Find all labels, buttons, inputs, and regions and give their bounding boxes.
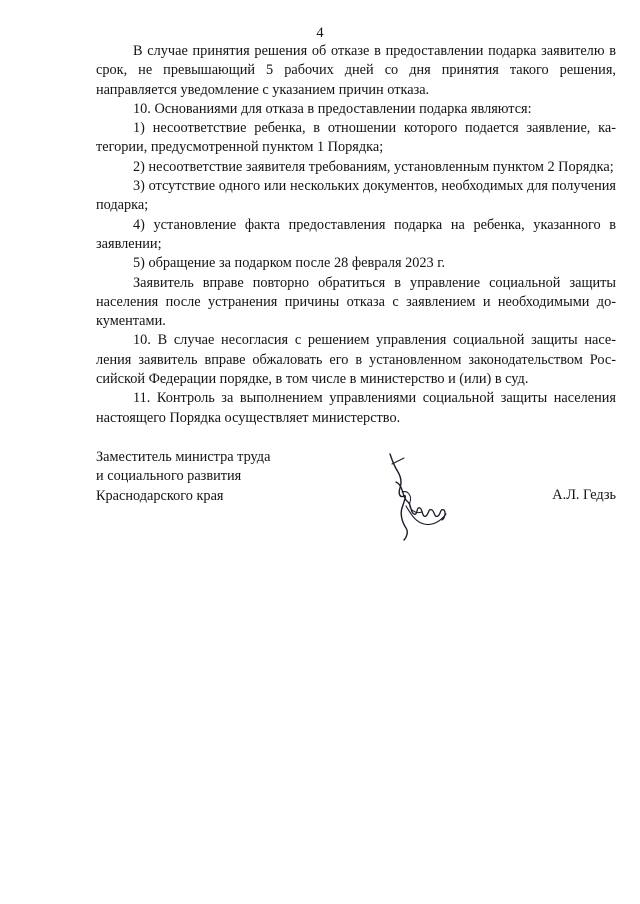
signatory-title-line: и социального развития [96, 468, 242, 485]
paragraph-control: 11. Контроль за выполнением управлениями социальной защиты населения настоящего Порядка осуществляет министерство. [96, 390, 616, 426]
paragraph-refusal-notice: В случае принятия решения об отказе в предоставлении подарка заявителю в срок, не превышающий 5 рабочих дней со дня принятия такого решения, направляется уведомление с указанием причин отказа. [96, 43, 616, 98]
page-number: 4 [316, 25, 324, 41]
signatory-name: А.Л. Гедзь [552, 487, 616, 503]
paragraph-reapplication: Заявитель вправе повторно обратиться в управление социальной защиты населения после устранения причины отказа с заявлением и необходимыми документами. [96, 274, 616, 330]
list-item-ground-5: 5) обращение за подарком после 28 февраля 2023 г. [133, 255, 446, 272]
signatory-title-line: Краснодарского края [96, 487, 224, 504]
document-body [96, 42, 616, 428]
list-item-ground-1: 1) несоответствие ребенка, в отношении которого подается заявление, категории, предусмотренной пунктом 1 Порядка; [96, 120, 616, 156]
handwritten-signature [382, 452, 452, 542]
paragraph-appeal: 10. В случае несогласия с решением управления социальной защиты населения заявитель вправе обжаловать его в установленном законодательством Российской Федерации порядке, в том числе в министерство и (или) в суд. [96, 332, 616, 388]
list-item-ground-4: 4) установление факта предоставления подарка на ребенка, указанного в заявлении; [96, 216, 616, 252]
signatory-title-line: Заместитель министра труда [96, 449, 271, 465]
list-item-ground-2: 2) несоответствие заявителя требованиям, установленным пунктом 2 Порядка; [133, 158, 614, 175]
list-item-ground-3: 3) отсутствие одного или нескольких документов, необходимых для получения подарка; [96, 178, 616, 214]
signature-block [96, 448, 616, 538]
signatory-title [96, 448, 270, 506]
paragraph-refusal-grounds: 10. Основаниями для отказа в предоставлении подарка являются: [133, 100, 532, 117]
